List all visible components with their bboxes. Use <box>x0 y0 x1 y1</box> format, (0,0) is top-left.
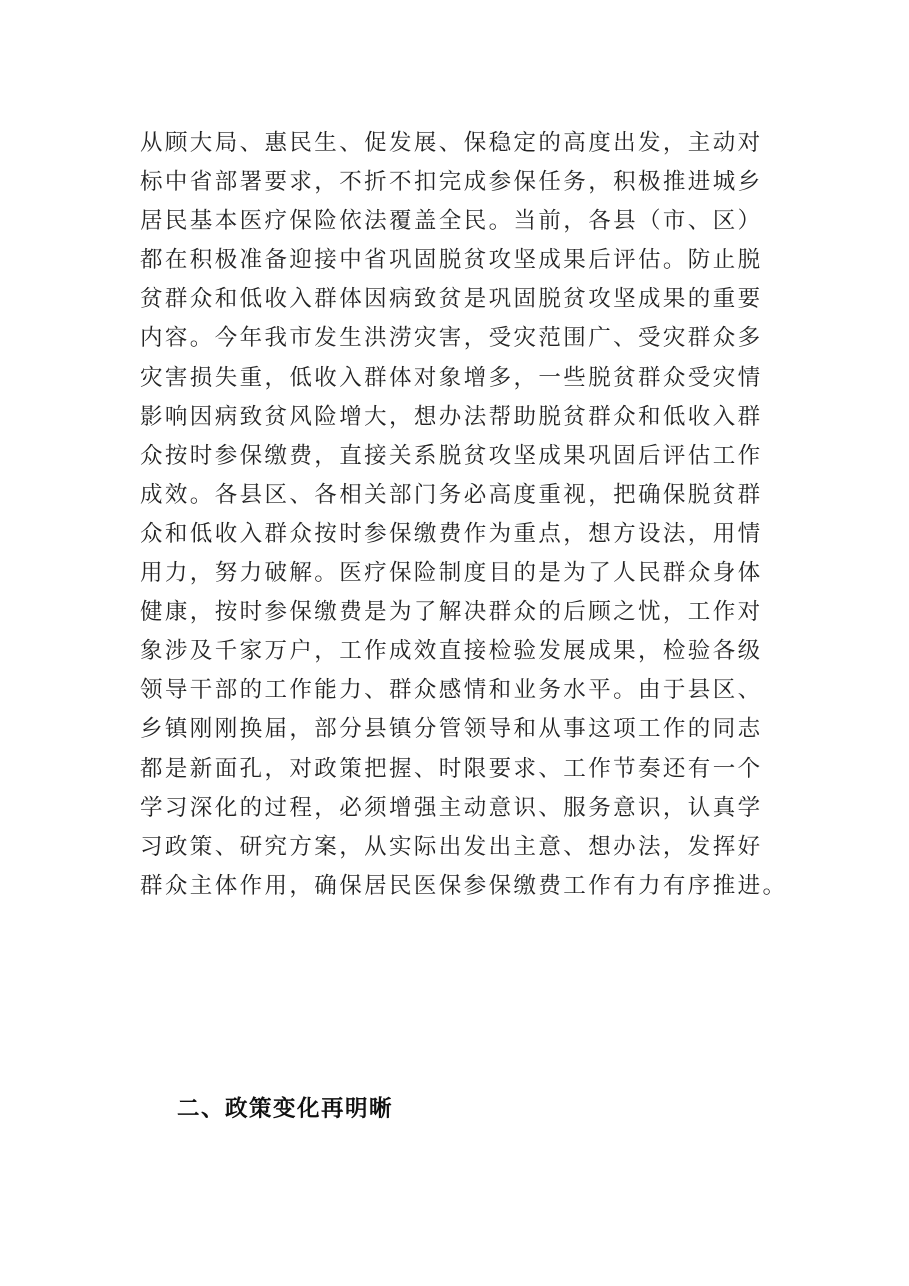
paragraph-line: 标中省部署要求，不折不扣完成参保任务，积极推进城乡 <box>140 169 763 196</box>
paragraph-line: 学习深化的过程，必须增强主动意识、服务意识，认真学 <box>140 794 763 821</box>
paragraph-line: 众和低收入群众按时参保缴费作为重点，想方设法，用情 <box>140 520 763 547</box>
body-paragraph <box>140 124 788 906</box>
paragraph-line: 习政策、研究方案，从实际出发出主意、想办法，发挥好 <box>140 833 763 860</box>
paragraph-line: 影响因病致贫风险增大，想办法帮助脱贫群众和低收入群 <box>140 403 763 430</box>
paragraph-line: 贫群众和低收入群体因病致贫是巩固脱贫攻坚成果的重要 <box>140 286 763 313</box>
paragraph-line: 都在积极准备迎接中省巩固脱贫攻坚成果后评估。防止脱 <box>140 247 763 274</box>
paragraph-line: 领导干部的工作能力、群众感情和业务水平。由于县区、 <box>140 677 763 704</box>
paragraph-line: 居民基本医疗保险依法覆盖全民。当前，各县（市、区） <box>140 208 763 235</box>
paragraph-line: 成效。各县区、各相关部门务必高度重视，把确保脱贫群 <box>140 481 763 508</box>
paragraph-line: 众按时参保缴费，直接关系脱贫攻坚成果巩固后评估工作 <box>140 442 763 469</box>
paragraph-line: 象涉及千家万户，工作成效直接检验发展成果，检验各级 <box>140 638 763 665</box>
paragraph-line: 用力，努力破解。医疗保险制度目的是为了人民群众身体 <box>140 560 763 587</box>
paragraph-line: 群众主体作用，确保居民医保参保缴费工作有力有序推进。 <box>140 872 788 899</box>
paragraph-line: 从顾大局、惠民生、促发展、保稳定的高度出发，主动对 <box>140 130 763 156</box>
paragraph-line: 乡镇刚刚换届，部分县镇分管领导和从事这项工作的同志 <box>140 716 763 743</box>
paragraph-line: 健康，按时参保缴费是为了解决群众的后顾之忧，工作对 <box>140 599 763 626</box>
section-heading: 二、政策变化再明晰 <box>177 1096 394 1122</box>
paragraph-line: 内容。今年我市发生洪涝灾害，受灾范围广、受灾群众多 <box>140 325 763 352</box>
paragraph-line: 灾害损失重，低收入群体对象增多，一些脱贫群众受灾情 <box>140 364 763 391</box>
paragraph-line: 都是新面孔，对政策把握、时限要求、工作节奏还有一个 <box>140 755 763 782</box>
